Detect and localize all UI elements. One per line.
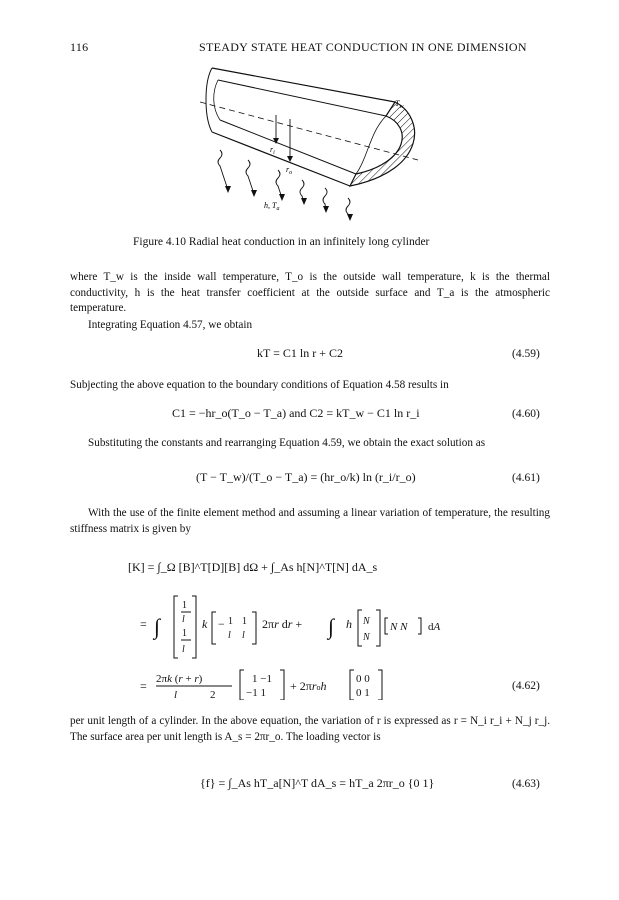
svg-text:1: 1 bbox=[182, 600, 187, 611]
svg-text:=: = bbox=[140, 679, 147, 693]
label-ro: $r_o$ bbox=[286, 165, 293, 176]
cylinder-outer-bottom bbox=[212, 132, 350, 186]
cylinder-end-wall bbox=[350, 102, 415, 186]
paragraph-5: With the use of the finite element method and assuming a linear variation of temperature, the resulting stiffness matrix is given by bbox=[70, 507, 550, 535]
paragraph-1: where T_w is the inside wall temperature, T_o is the outside wall temperature, k is the thermal conductivity, h is the heat transfer coefficient at the outside surface and T_a is the atmospheric temperature. bbox=[70, 271, 550, 315]
equation-number-4-59: (4.59) bbox=[512, 348, 540, 360]
svg-text:1: 1 bbox=[242, 616, 247, 627]
svg-text:l: l bbox=[174, 689, 178, 700]
svg-text:∫: ∫ bbox=[328, 614, 335, 639]
svg-text:1 −1: 1 −1 bbox=[252, 673, 272, 685]
svg-text:h: h bbox=[346, 617, 352, 631]
equation-number-4-63: (4.63) bbox=[512, 778, 540, 790]
equation-4-59: kT = C1 ln r + C2 bbox=[257, 346, 343, 360]
paragraph-6: per unit length of a cylinder. In the above equation, the variation of r is expressed as r = N_i r_i + N_j r_j. The surface area per unit length is A_s = 2πr_o. The loading vector is bbox=[70, 715, 550, 743]
equation-4-61: (T − T_w)/(T_o − T_a) = (hr_o/k) ln (r_i/r_o) bbox=[196, 470, 416, 484]
label-ri: $r_i$ bbox=[270, 145, 275, 156]
equation-number-4-60: (4.60) bbox=[512, 408, 540, 420]
svg-text:l: l bbox=[182, 644, 185, 655]
page-number: 116 bbox=[70, 40, 89, 54]
svg-text:∫: ∫ bbox=[154, 614, 161, 639]
running-title: STEADY STATE HEAT CONDUCTION IN ONE DIMENSION bbox=[199, 40, 527, 54]
cylinder-inner-top bbox=[218, 80, 386, 116]
equation-4-60: C1 = −hr_o(T_o − T_a) and C2 = kT_w − C1 ln r_i bbox=[172, 406, 420, 420]
svg-text:0 1: 0 1 bbox=[356, 687, 370, 699]
svg-text:N: N bbox=[363, 632, 370, 643]
svg-text:−: − bbox=[218, 617, 225, 631]
svg-text:dA: dA bbox=[428, 621, 441, 633]
equation-number-4-62: (4.62) bbox=[512, 680, 540, 692]
paragraph-2: Integrating Equation 4.57, we obtain bbox=[88, 319, 253, 331]
svg-text:N N: N N bbox=[390, 621, 408, 633]
svg-text:−1 1: −1 1 bbox=[246, 687, 266, 699]
svg-text:0 0: 0 0 bbox=[356, 673, 370, 685]
equation-4-63: {f} = ∫_As hT_a[N]^T dA_s = hT_a 2πr_o {0 1} bbox=[200, 776, 435, 790]
paragraph-3: Subjecting the above equation to the boundary conditions of Equation 4.58 results in bbox=[70, 379, 449, 391]
cylinder-left-inner bbox=[214, 80, 220, 120]
svg-text:2: 2 bbox=[210, 689, 216, 700]
equation-4-62: [K] = ∫_Ω [B]^T[D][B] dΩ + ∫_As h[N]^T[N] dA_s bbox=[128, 560, 378, 574]
centerline bbox=[200, 102, 418, 160]
label-hta: h, $T_a$ bbox=[264, 201, 280, 212]
svg-text:1: 1 bbox=[228, 616, 233, 627]
svg-text:=: = bbox=[140, 617, 147, 631]
cylinder-figure bbox=[190, 62, 440, 232]
svg-text:2πk (r + r): 2πk (r + r) bbox=[156, 673, 203, 685]
label-tw: $T_w$ bbox=[395, 99, 404, 110]
stiffness-expansion bbox=[140, 588, 500, 700]
svg-text:k: k bbox=[202, 617, 208, 631]
svg-text:l: l bbox=[182, 614, 185, 625]
svg-text:l: l bbox=[242, 630, 245, 641]
paragraph-4: Substituting the constants and rearranging Equation 4.59, we obtain the exact solution as bbox=[88, 437, 486, 449]
svg-text:+ 2πroh: + 2πroh bbox=[290, 679, 327, 693]
svg-text:2πr dr +: 2πr dr + bbox=[262, 617, 303, 631]
figure-caption: Figure 4.10 Radial heat conduction in an infinitely long cylinder bbox=[133, 236, 430, 248]
svg-text:l: l bbox=[228, 630, 231, 641]
svg-text:N: N bbox=[363, 616, 370, 627]
equation-number-4-61: (4.61) bbox=[512, 472, 540, 484]
cylinder-left-edge bbox=[206, 68, 212, 132]
svg-text:1: 1 bbox=[182, 628, 187, 639]
